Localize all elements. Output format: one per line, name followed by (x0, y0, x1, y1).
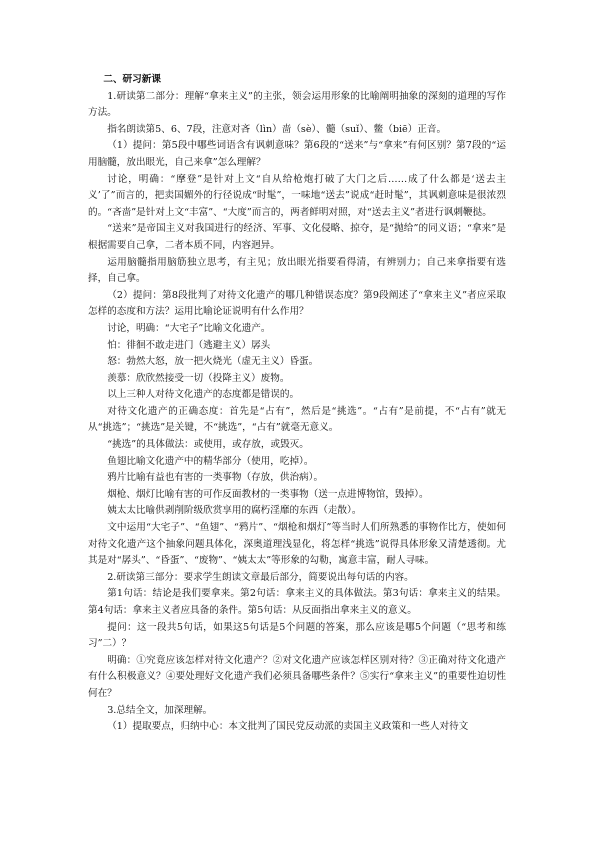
paragraph: “送来”是帝国主义对我国进行的经济、军事、文化侵略、掠夺，是“抛给”的同义语；“拿来”是根据需要自己拿，二者本质不同，内容迥异。 (88, 223, 506, 251)
paragraph: 对待文化遗产的正确态度：首先是“占有”，然后是“挑选”。“占有”是前提，不“占有”就无从“挑选”；“挑选”是关键，不“挑选”，“占有”就毫无意义。 (88, 405, 506, 434)
paragraph: 明确：①究竟应该怎样对待文化遗产？②对文化遗产应该怎样区别对待？③正确对待文化遗产有什么积极意义？④要处理好文化遗产我们必须具备哪些条件？⑤实行“拿来主义”的重要性迫切性何在？ (88, 654, 506, 699)
paragraph: 鱼翅比喻文化遗产中的精华部分（使用，吃掉）。 (107, 455, 314, 467)
paragraph: （1）提取要点，归纳中心：本文批判了国民党反动派的卖国主义政策和一些人对待文 (107, 721, 469, 733)
document-body (88, 72, 506, 736)
paragraph: 怕：徘徊不敢走进门（逃避主义）孱头 (107, 339, 271, 351)
paragraph: 讨论，明确：“摩登”是针对上文“自从给枪炮打破了大门之后……成了什么都是‘送去主义’了”而言的，把卖国媚外的行径说成“时髦”，一味地“送去”说成“赶时髦”，其讽刺意味是很浓烈的。“吝啬”是针对上文“丰富”、“大度”而言的，两者鲜明对照，对“送去主义”者进行讽刺鞭挞。 (88, 173, 506, 218)
paragraph: 以上三种人对待文化遗产的态度都是错误的。 (107, 389, 300, 401)
paragraph: 羡慕：欣欣然接受一切（投降主义）废物。 (107, 372, 290, 384)
paragraph: 指名朗读第5、6、7段，注意对吝（lìn）啬（sè）、髓（suǐ）、鳖（biē）正音。 (107, 123, 447, 135)
paragraph: （2）提问：第8段批判了对待文化遗产的哪几种错误态度？第9段阐述了“拿来主义”者应采取怎样的态度和方法？运用比喻论证说明有什么作用？ (88, 289, 506, 318)
paragraph: 烟枪、烟灯比喻有害的可作反面教材的一类事物（送一点进博物馆，毁掉）。 (107, 488, 429, 500)
paragraph: 第1句话：结论是我们要拿来。第2句话：拿来主义的具体做法。第3句话：拿来主义的结果。第4句话：拿来主义者应具备的条件。第5句话：从反面指出拿来主义的意义。 (88, 588, 506, 616)
paragraph: 提问：这一段共5句话，如果这5句话是5个问题的答案，那么应该是哪5个问题（“思考和练习”二）？ (88, 621, 506, 650)
paragraph: （1）提问：第5段中哪些词语含有讽刺意味？第6段的“送来”与“拿来”有何区别？第7段的“运用脑髓，放出眼光，自己来拿”怎么理解？ (88, 140, 506, 168)
paragraph: 鸦片比喻有益也有害的一类事物（存放，供治病）。 (107, 472, 324, 484)
paragraph: 2.研读第三部分：要求学生朗读文章最后部分，简要说出每句话的内容。 (107, 571, 414, 583)
paragraph: 1.研读第二部分：理解“拿来主义”的主张，领会运用形象的比喻阐明抽象的深刻的道理的写作方法。 (88, 90, 506, 119)
paragraph: 姨太太比喻供剥削阶级欣赏享用的腐朽淫靡的东西（走散）。 (107, 505, 362, 517)
paragraph: 3.总结全文，加深理解。 (107, 704, 213, 716)
paragraph: “挑选”的具体做法：或使用，或存放，或毁灭。 (107, 439, 309, 451)
paragraph: 讨论，明确：“大宅子”比喻文化遗产。 (107, 322, 271, 334)
paragraph: 怒：勃然大怒，放一把火烧光（虚无主义）昏蛋。 (107, 356, 319, 368)
paragraph: 运用脑髓指用脑筋独立思考，有主见；放出眼光指要看得清，有辨别力；自己来拿指要有选择，自己拿。 (88, 256, 506, 285)
section-heading: 二、研习新课 (103, 74, 161, 85)
paragraph: 文中运用“大宅子”、“鱼翅”、“鸦片”、“烟枪和烟灯”等当时人们所熟悉的事物作比方，使如何对待文化遗产这个抽象问题具体化，深奥道理浅显化，将怎样“挑选”说得具体形象又清楚透彻。尤其是对“孱头”、“昏蛋”、“废物”、“姨太太”等形象的勾勒，寓意丰富，耐人寻味。 (88, 522, 506, 567)
